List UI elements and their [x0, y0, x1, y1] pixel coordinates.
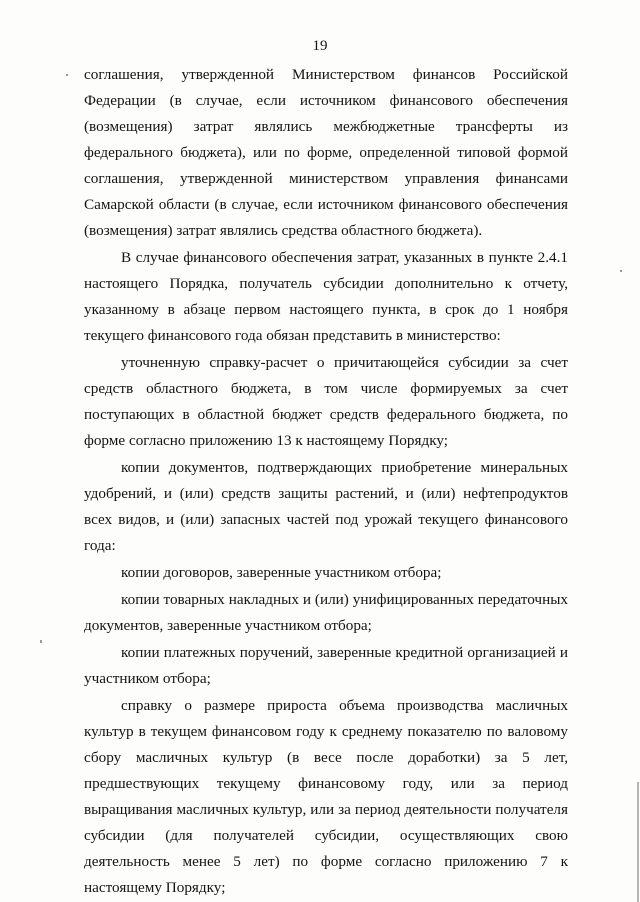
- paragraph-payment-orders: копии платежных поручений, заверенные кредитной организацией и участником отбора;: [84, 644, 568, 687]
- paragraph-oilseed-production: справку о размере прироста объема производства масличных культур в текущем финансовом году к среднему показателю по валовому сбору масличных культур (в весе после доработки) за 5 лет, предшествующих текущему финансовому году, или за период выращивания масличных культур, или за период деятельности получателя субсидии (для получателей субсидии, осуществляющих свою деятельность менее 5 лет) по форме согласно приложению 7 к настоящему Порядку;: [84, 697, 568, 896]
- paragraph-cost-financing: В случае финансового обеспечения затрат, указанных в пункте 2.4.1 настоящего Порядка, получатель субсидии дополнительно к отчету, указанному в абзаце первом настоящего пункта, в срок до 1 ноября текущего финансового года обязан представить в министерство:: [84, 249, 568, 344]
- paragraph-contracts: копии договоров, заверенные участником отбора;: [121, 564, 442, 581]
- scan-dot: [40, 640, 42, 643]
- page-number: 19: [312, 38, 328, 54]
- paragraph-invoices: копии товарных накладных и (или) унифицированных передаточных документов, заверенные участником отбора;: [84, 591, 568, 634]
- scan-dot: [66, 74, 68, 76]
- document-body: [84, 62, 568, 902]
- paragraph-agreement-form: соглашения, утвержденной Министерством финансов Российской Федерации (в случае, если источником финансового обеспечения (возмещения) затрат являлись межбюджетные трансферты из федерального бюджета), или по форме, определенной типовой формой соглашения, утвержденной министерством управления финансами Самарской области (в случае, если источником финансового обеспечения (возмещения) затрат являлись средства областного бюджета).: [84, 66, 568, 239]
- paragraph-purchase-documents: копии документов, подтверждающих приобретение минеральных удобрений, и (или) средств защиты растений, и (или) нефтепродуктов всех видов, и (или) запасных частей под урожай текущего финансового года:: [84, 459, 568, 554]
- scan-edge-line: [637, 782, 639, 902]
- scan-dot: [620, 270, 622, 272]
- paragraph-subsidy-calculation: уточненную справку-расчет о причитающейся субсидии за счет средств областного бюджета, в том числе формируемых за счет поступающих в областной бюджет средств федерального бюджета, по форме согласно приложению 13 к настоящему Порядку;: [84, 354, 568, 449]
